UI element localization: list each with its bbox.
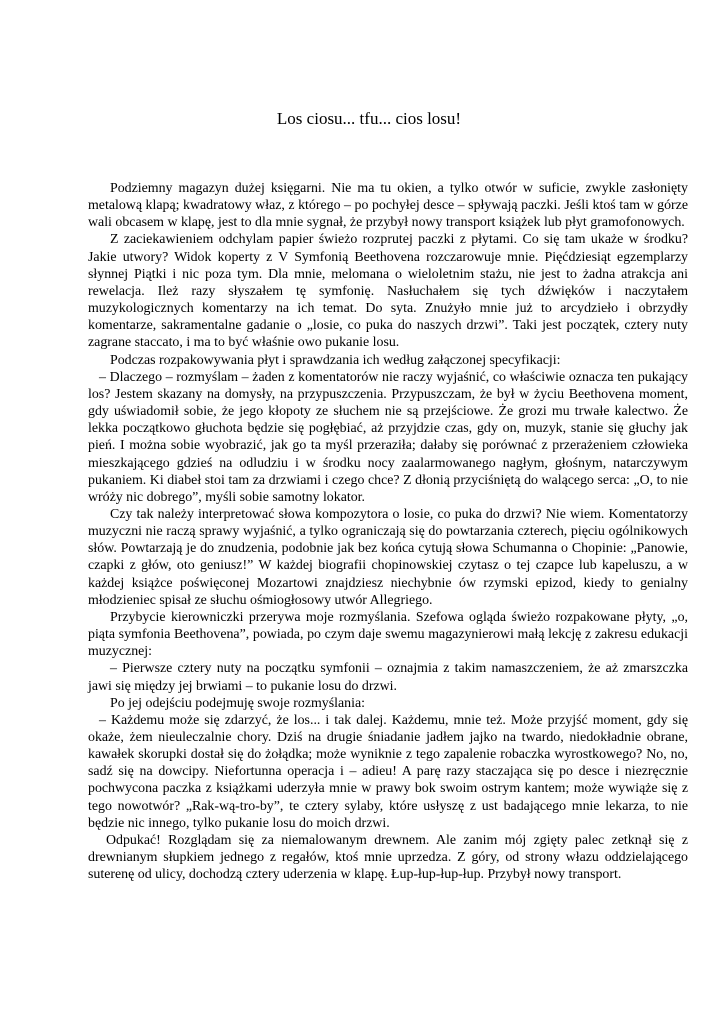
paragraph-5: Czy tak należy interpretować słowa kompozytora o losie, co puka do drzwi? Nie wiem. Komentatorzy muzyczni nie raczą sprawy wyjaśnić, a tylko ograniczają się do powtarzania czterech, pięciu ogólnikowych słów. Powtarzają je do znudzenia, podobnie jak bez końca cytują słowa Schumanna o Chopinie: „Panowie, czapki z głów, oto geniusz!” W każdej biografii chopinowskiej czytasz o tej czapce lub kapeluszu, a w każdej książce poświęconej Mozartowi znajdziesz niechybnie ów rzymski epizod, kiedy to genialny młodzieniec spisał ze słuchu ośmiogłosowy utwór Allegriego. — [88, 506, 688, 608]
paragraph-3: Podczas rozpakowywania płyt i sprawdzania ich według załączonej specyfikacji: — [110, 352, 561, 368]
page-title: Los ciosu... tfu... cios losu! — [276, 109, 462, 128]
paragraph-7: – Pierwsze cztery nuty na początku symfonii – oznajmia z takim namaszczeniem, że aż zmarszczka jawi się między jej brwiami – to pukanie losu do drzwi. — [88, 661, 688, 694]
paragraph-6: Przybycie kierowniczki przerywa moje rozmyślania. Szefowa ogląda świeżo rozpakowane płyty, „o, piąta symfonia Beethovena”, powiada, po czym daje swemu magazynierowi małą lekcję z zakresu edukacji muzycznej: — [88, 609, 688, 660]
paragraph-4: – Dlaczego – rozmyślam – żaden z komentatorów nie raczy wyjaśnić, co właściwie oznacza ten pukający los? Jestem skazany na domysły, na przypuszczenia. Przypuszczam, że był w życiu Beethovena moment, gdy uświadomił sobie, że jego kłopoty ze słuchem nie są przejściowe. Że grozi mu trwałe kalectwo. Że lekka początkowo głuchota będzie się pogłębiać, aż przyjdzie czas, gdy on, muzyk, stanie się głuchy jak pień. I można sobie wyobrazić, jak go ta myśl przeraziła; dałaby się porównać z przerażeniem człowieka mieszkającego gdzieś na odludziu i w środku nocy zaalarmowanego nagłym, głośnym, natarczywym pukaniem. Ki diabeł stoi tam za drzwiami i czego chce? Z dłonią przyciśniętą do walącego serca: „O, to nie wróży nic dobrego”, myśli sobie samotny lokator. — [88, 369, 688, 505]
article-body — [88, 180, 688, 883]
paragraph-9: – Każdemu może się zdarzyć, że los... i tak dalej. Każdemu, mnie też. Może przyjść moment, gdy się okaże, żem nieuleczalnie chory. Dziś na drugie śniadanie jadłem jajko na twardo, niedokładnie obrane, kawałek skorupki dostał się do żołądka; może wyniknie z tego zapalenie robaczka wyrostkowego? No, no, sadź się na dowcipy. Niefortunna operacja i – adieu! A parę razy staczająca się po desce i niezręcznie pochwycona paczka z książkami uderzyła mnie w prawy bok swoim ostrym kantem; może wywiąże się z tego nowotwór? „Rak-wą-tro-by”, te cztery sylaby, które usłyszę z ust badającego mnie lekarza, to nie będzie nic innego, tylko pukanie losu do moich drzwi. — [88, 712, 688, 831]
paragraph-1: Podziemny magazyn dużej księgarni. Nie ma tu okien, a tylko otwór w suficie, zwykle zasłonięty metalową klapą; kwadratowy właz, z którego – po pochyłej desce – spływają paczki. Jeśli ktoś tam w górze wali obcasem w klapę, jest to dla mnie sygnał, że przybył nowy transport książek lub płyt gramofonowych. — [88, 181, 688, 231]
paragraph-10: Odpukać! Rozglądam się za niemalowanym drewnem. Ale zanim mój zgięty palec zetknął się z drewnianym słupkiem jednego z regałów, ktoś mnie uprzedza. Z góry, od strony włazu oddzielającego suterenę od ulicy, dochodzą cztery uderzenia w klapę. Łup-łup-łup-łup. Przybył nowy transport. — [88, 832, 688, 883]
paragraph-2: Z zaciekawieniem odchylam papier świeżo rozprutej paczki z płytami. Co się tam ukaże w środku? Jakie utwory? Widok koperty z V Symfonią Beethovena rozczarowuje mnie. Pięćdziesiąt egzemplarzy słynnej Piątki i nic poza tym. Dla mnie, melomana o wieloletnim stażu, nie jest to żadna atrakcja ani rewelacja. Ileż razy słyszałem tę symfonię. Nasłuchałem się tych dźwięków i naczytałem muzykologicznych komentarzy na ich temat. Do syta. Znużyło mnie już to arcydzieło i obrzydły komentarze, sakramentalne gadanie o „losie, co puka do naszych drzwi”. Taki jest początek, cztery nuty zagrane staccato, i ma to być właśnie owo pukanie losu. — [88, 232, 688, 351]
paragraph-8: Po jej odejściu podejmuję swoje rozmyślania: — [110, 695, 365, 711]
